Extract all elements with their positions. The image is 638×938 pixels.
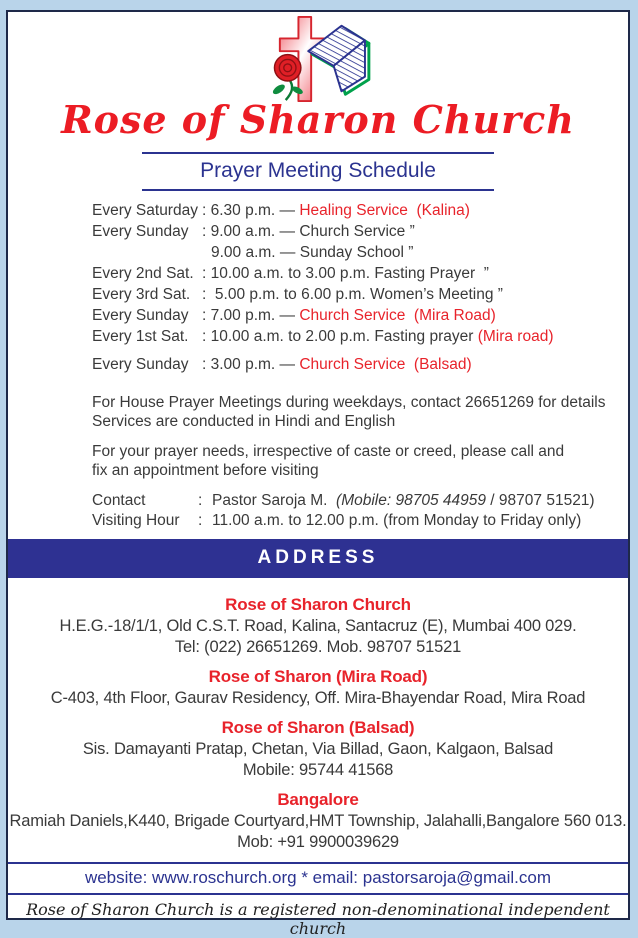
schedule-row [92, 242, 628, 263]
address-line: Sis. Damayanti Pratap, Chetan, Via Billad, Gaon, Kalgaon, Balsad [82, 740, 554, 758]
contact-colon: : [198, 492, 203, 509]
email-label: email: [312, 868, 363, 887]
address-phone-line: Mobile: 95744 41568 [242, 761, 394, 779]
schedule-time: : 5.00 p.m. to 6.00 p.m. Women’s Meeting ” [202, 286, 503, 303]
schedule-row [92, 200, 628, 221]
flyer-card [6, 10, 630, 938]
address-band-title: ADDRESS [8, 539, 628, 578]
schedule-time: : 10.00 a.m. to 3.00 p.m. Fasting Prayer ” [202, 265, 489, 282]
address-section-mira-road [8, 666, 628, 709]
website-label: website: [84, 868, 153, 887]
visiting-hour-colon: : [198, 512, 203, 529]
house-prayer-note-line1: For House Prayer Meetings during weekdays, contact 26651269 for details [92, 394, 606, 411]
address-heading: Rose of Sharon Church [225, 595, 411, 614]
schedule-highlight: Church Service (Balsad) [299, 356, 472, 373]
schedule-day: Every Sunday [92, 356, 189, 373]
schedule-day: Every Saturday [92, 202, 198, 219]
schedule-row [92, 263, 628, 284]
schedule-day [92, 242, 202, 263]
schedule-row [92, 305, 628, 326]
contact-mobile-rest: / 98707 51521) [486, 492, 595, 509]
visiting-hour-label: Visiting Hour [92, 512, 180, 529]
address-phone-line: Tel: (022) 26651269. Mob. 98707 51521 [174, 638, 462, 656]
contact-mobile-italic: (Mobile: 98705 44959 [336, 492, 486, 509]
schedule-time: : 10.00 a.m. to 2.00 p.m. Fasting prayer [202, 328, 478, 345]
website-email-bar [8, 862, 628, 895]
contact-label: Contact [92, 492, 146, 509]
schedule-time: : 6.30 p.m. — [202, 202, 300, 219]
contact-row [92, 491, 628, 511]
address-line: H.E.G.-18/1/1, Old C.S.T. Road, Kalina, Santacruz (E), Mumbai 400 029. [59, 617, 577, 635]
schedule-day: Every Sunday [92, 307, 189, 324]
house-prayer-note-line2: Services are conducted in Hindi and English [92, 413, 396, 430]
schedule-highlight: Church Service (Mira Road) [299, 307, 496, 324]
schedule-day: Every 1st Sat. [92, 328, 189, 345]
church-name-title: Rose of Sharon Church [61, 97, 575, 142]
address-phone-line: Mob: +91 9900039629 [237, 833, 399, 851]
schedule-time: : 7.00 p.m. — [202, 307, 300, 324]
schedule-time: : 3.00 p.m. — [202, 356, 300, 373]
schedule-row [92, 326, 628, 347]
address-section-bangalore [8, 789, 628, 853]
schedule-title: Prayer Meeting Schedule [142, 152, 494, 191]
schedule-day: Every 2nd Sat. [92, 265, 194, 282]
schedule-time: : 9.00 a.m. — Church Service ” [202, 223, 415, 240]
schedule-highlight: (Mira road) [477, 328, 554, 345]
contact-pastor-name: Pastor Saroja M. [212, 492, 337, 509]
address-line: C-403, 4th Floor, Gaurav Residency, Off. Mira-Bhayendar Road, Mira Road [50, 689, 586, 707]
appointment-note-line1: For your prayer needs, irrespective of caste or creed, please call and [92, 443, 565, 460]
appointment-note-line2: fix an appointment before visiting [92, 462, 319, 479]
house-prayer-note [92, 393, 628, 431]
church-building-icon [308, 26, 369, 94]
appointment-note [92, 442, 628, 480]
address-line: Ramiah Daniels,K440, Brigade Courtyard,HMT Township, Jalahalli,Bangalore 560 013. [9, 812, 627, 830]
schedule-highlight: Healing Service (Kalina) [299, 202, 470, 219]
email-link[interactable]: pastorsaroja@gmail.com [362, 868, 552, 887]
address-section-balsad [8, 717, 628, 781]
schedule-day: Every 3rd Sat. [92, 286, 191, 303]
visiting-hour-row [92, 511, 628, 531]
schedule-row [92, 221, 628, 242]
schedule-time: 9.00 a.m. — Sunday School ” [211, 244, 414, 261]
notes-block [92, 393, 628, 531]
church-logo [252, 14, 384, 104]
schedule-list [92, 200, 628, 375]
visiting-hour-value: 11.00 a.m. to 12.00 p.m. (from Monday to Friday only) [212, 512, 582, 529]
schedule-row [92, 354, 628, 375]
address-section-kalina [8, 594, 628, 658]
schedule-day: Every Sunday [92, 223, 189, 240]
address-heading: Bangalore [277, 790, 359, 809]
registration-footer: Rose of Sharon Church is a registered non-denominational independent church [26, 900, 610, 938]
website-link[interactable]: www.roschurch.org [152, 868, 297, 887]
website-email-separator: * [296, 868, 313, 887]
schedule-row [92, 284, 628, 305]
address-heading: Rose of Sharon (Mira Road) [208, 667, 428, 686]
address-heading: Rose of Sharon (Balsad) [221, 718, 415, 737]
